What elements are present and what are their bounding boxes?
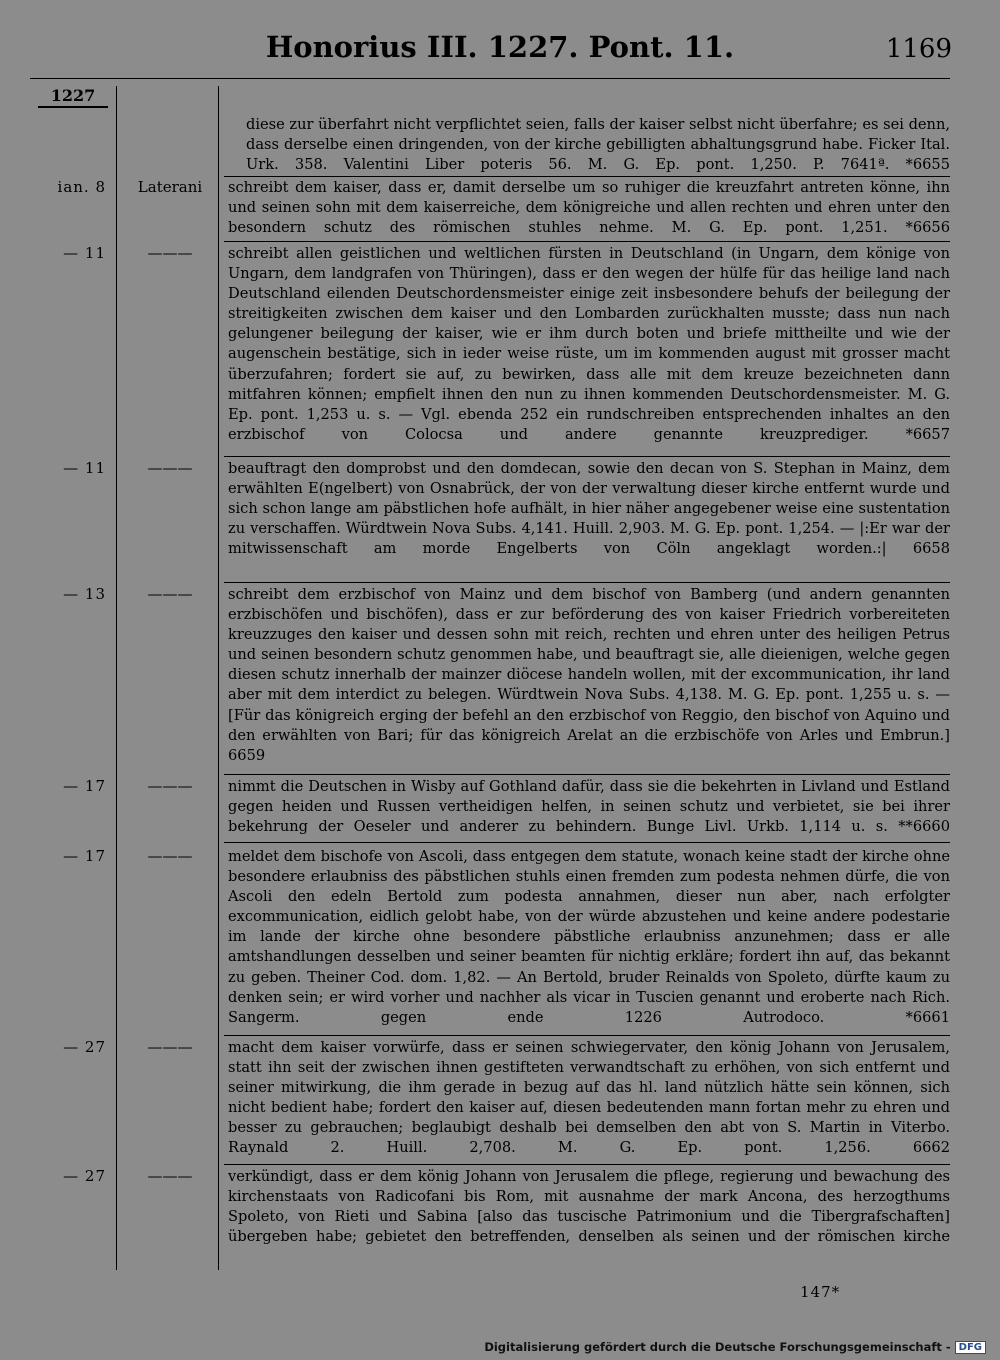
entry-place: ——— [147,1167,193,1185]
entry-date: — 27 [63,1038,106,1056]
entry-text: schreibt allen geistlichen und weltlichen fürsten in Deutschland (in Ungarn, dem könige von Ungarn, dem landgrafen von Thüringen), dass er den wegen der hülfe für das heilige land nach Deutschland eilenden Deutschordensmeister einige zeit insbesondere behufs der beilegung der streitigkeiten zwischen dem kaiser und den Lombarden zurückhalten musste; dass nun nach gelungener beilegung der kaiser, wie er ihm durch boten und briefe mittheilte und wie der augenschein bestätige, sich in ieder weise rüste, um im kommenden august mit grosser macht überzufahren; fordert sie auf, zu bewirken, dass alle mit dem kreuze bezeichneten dann mitfahren können; empfielt ihnen den nun zu ihnen kommenden Deutschordensmeister. M. G. Ep. pont. 1,253 u. s. — Vgl. ebenda 252 ein rundschreiben entsprechenden inhaltes an den erzbischof von Colocsa und andere genannte kreuzprediger. *6657 [228,245,950,443]
entry-separator [224,1035,950,1036]
entry-separator [224,842,950,843]
entry-text: nimmt die Deutschen in Wisby auf Gothland dafür, dass sie die bekehrten in Livland und Estland gegen heiden und Russen vertheidigen helfen, in seinen schutz und verbietet, sie bei ihrer bekehrung der Oeseler und anderer zu behindern. Bunge Livl. Urkb. 1,114 u. s. **6660 [228,778,950,836]
entry-separator [224,241,950,242]
entry-date: — 13 [63,585,106,603]
entry-place: ——— [147,777,193,795]
page-title: Honorius III. 1227. Pont. 11. [265,30,735,64]
header-rule [30,78,950,79]
column-divider-date [116,86,117,1270]
entry-text: beauftragt den domprobst und den domdecan, sowie den decan von S. Stephan in Mainz, dem erwählten E(ngelbert) von Osnabrück, der von der verwaltung dieser kirche entfernt wurde und sich schon lange am päbstlichen hofe aufhält, in hier näher angegebener weise eine sustentation zu verschaffen. Würdtwein Nova Subs. 4,141. Huill. 2,903. M. G. Ep. pont. 1,254. — |:Er war der mitwissenschaft am morde Engelberts von Cöln angeklagt worden.:| 6658 [228,460,950,558]
entry-date: — 11 [63,244,106,262]
page-number: 1169 [885,34,952,64]
entry-date: — 17 [63,777,106,795]
entry-text: schreibt dem kaiser, dass er, damit derselbe um so ruhiger die kreuzfahrt antreten könne, ihn und seinen sohn mit dem kaiserreiche, dem königreiche und allen rechten und ehren unter den besondern schutz des römischen stuhles nehme. M. G. Ep. pont. 1,251. *6656 [228,179,950,237]
entry-date: ian. 8 [57,178,106,196]
year-label: 1227 [38,86,108,108]
entry-text: meldet dem bischofe von Ascoli, dass entgegen dem statute, wonach keine stadt der kirche ohne besondere erlaubniss des päbstlichen stuhls einen fremden zum podesta nehmen dürfe, die von Ascoli den edeln Bertold zum podesta annahmen, dieser nun aber, nach erfolgter excommunication, eidlich gelobt habe, von der würde abzustehen und keine andere podestarie im lande der kirche ohne besondere päbstliche erlaubniss anzunehmen; dass er alle amtshandlungen desselben und seiner beamten für nichtig erkläre; fordert ihn auf, das bekannt zu geben. Theiner Cod. dom. 1,82. — An Bertold, bruder Reinalds von Spoleto, dürfte kaum zu denken sein; er wird vorher und nachher als vicar in Tuscien genannt und eroberte nach Rich. Sangerm. gegen ende 1226 Autrodoco. *6661 [228,848,950,1026]
signature-mark: 147* [800,1283,841,1301]
entry-place: ——— [147,847,193,865]
entry-text: verkündigt, dass er dem könig Johann von Jerusalem die pflege, regierung und bewachung des kirchenstaats von Radicofani bis Rom, mit ausnahme der mark Ancona, des herzogthums Spoleto, von Rieti und Sabina [also das tuscische Patrimonium und die Tibergrafschaften] übergeben habe; gebietet den betreffenden, denselben als seinen und der römischen kirche [228,1168,950,1246]
entry-place: Laterani [137,178,203,196]
entry-date: — 27 [63,1167,106,1185]
entry-place: ——— [147,1038,193,1056]
entry-separator [224,774,950,775]
entry-place: ——— [147,459,193,477]
entry-place: ——— [147,244,193,262]
entry-date: — 17 [63,847,106,865]
entry-separator [224,176,950,177]
entry-date: — 11 [63,459,106,477]
entry-separator [224,1164,950,1165]
column-divider-place [218,86,219,1270]
entry-separator [224,456,950,457]
entry-text: diese zur überfahrt nicht verpflichtet seien, falls der kaiser selbst nicht überfahre; es sei denn, dass derselbe einen dringenden, von der kirche gebilligten abhaltungsgrund habe. Ficker Ital. Urk. 358. Valentini Liber poteris 56. M. G. Ep. pont. 1,250. P. 7641ª. *6655 [246,116,950,174]
dfg-logo-icon: DFG [955,1341,986,1354]
entry-text: macht dem kaiser vorwürfe, dass er seinen schwiegervater, den könig Johann von Jerusalem, statt ihn seit der zwischen ihnen gestifteten verwandtschaft zu erhöhen, von sich entfernt und seiner mitwirkung, die ihm gerade in bezug auf das hl. land nützlich hätte sein können, sich nicht bedient habe; fordert den kaiser auf, diesen bedeutenden mann fortan mehr zu ehren und besser zu gebrauchen; beglaubigt deshalb bei demselben den abt von S. Martin in Viterbo. Raynald 2. Huill. 2,708. M. G. Ep. pont. 1,256. 6662 [228,1039,950,1157]
entry-text: schreibt dem erzbischof von Mainz und dem bischof von Bamberg (und andern genannten erzbischöfen und bischöfen), dass er zur beförderung des von kaiser Friedrich vorbereiteten kreuzzuges den kaiser und dessen sohn mit reich, rechten und ehren unter des heiligen Petrus und seinen besondern schutz genommen habe, und beauftragt sie, alle dieienigen, welche gegen diesen schutz innerhalb der mainzer diöcese handeln wollen, mit der excommunication, ihr land aber mit dem interdict zu belegen. Würdtwein Nova Subs. 4,138. M. G. Ep. pont. 1,255 u. s. — [Für das königreich erging der befehl an den erzbischof von Reggio, den bischof von Aquino und den erwählten von Bari; für das königreich Arelat an die erzbischöfe von Arles und Embrun.] 6659 [228,586,950,764]
digitization-credit [484,1340,986,1354]
entry-separator [224,582,950,583]
credit-text: Digitalisierung gefördert durch die Deutsche Forschungsgemeinschaft - [484,1340,951,1354]
entry-place: ——— [147,585,193,603]
